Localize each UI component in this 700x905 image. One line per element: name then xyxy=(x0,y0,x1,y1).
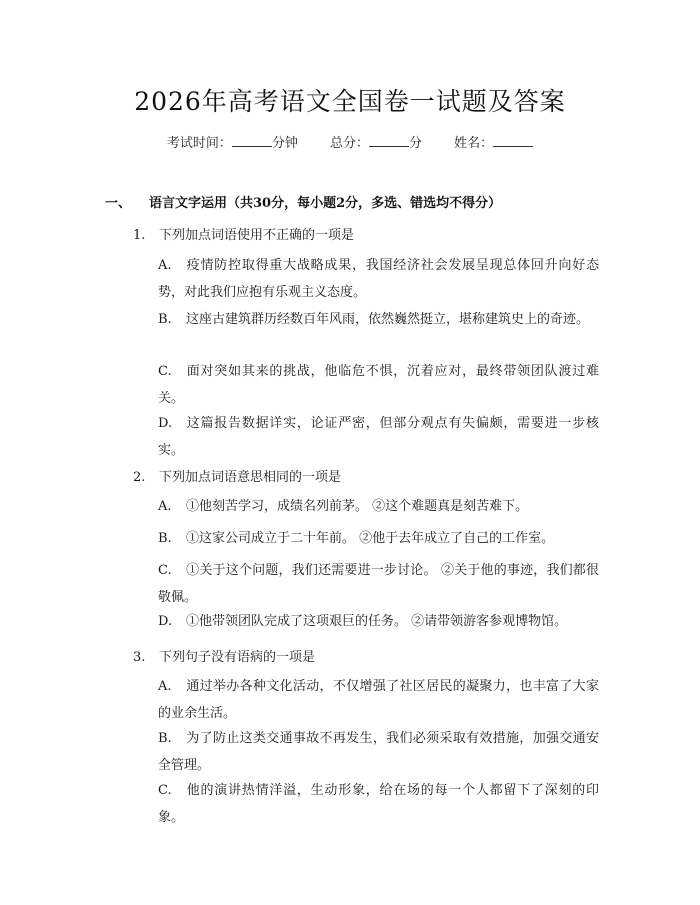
option xyxy=(105,525,599,552)
option-text: ①他刻苦学习，成绩名列前茅。 ②这个难题真是刻苦难下。 xyxy=(186,499,529,514)
option-text: ①他带领团队完成了这项艰巨的任务。 ②请带领游客参观博物馆。 xyxy=(186,614,568,629)
exam-time xyxy=(167,132,298,151)
option xyxy=(105,557,599,611)
question-number: 2. xyxy=(133,470,146,485)
question-stem xyxy=(133,646,315,665)
option-text: 这座古建筑群历经数百年风雨，依然巍然挺立，堪称建筑史上的奇迹。 xyxy=(186,312,590,327)
option-letter: A. xyxy=(158,499,172,514)
name-label: 姓名： xyxy=(454,136,494,151)
question-text: 下列句子没有语病的一项是 xyxy=(159,650,316,665)
time-blank xyxy=(232,134,272,147)
option-letter: D. xyxy=(158,416,173,431)
question-text: 下列加点词语使用不正确的一项是 xyxy=(159,228,355,243)
option xyxy=(105,358,599,412)
exam-meta xyxy=(0,132,700,151)
option-letter: A. xyxy=(158,679,172,694)
option-text: 为了防止这类交通事故不再发生，我们必须采取有效措施，加强交通安全管理。 xyxy=(158,731,599,773)
option-letter: B. xyxy=(158,731,172,746)
name-blank xyxy=(493,134,533,147)
option xyxy=(105,673,599,727)
exam-score xyxy=(330,132,422,151)
question-number: 3. xyxy=(133,650,146,665)
option xyxy=(105,306,599,333)
time-unit: 分钟 xyxy=(271,136,298,151)
score-label: 总分： xyxy=(329,136,369,151)
option xyxy=(105,410,599,464)
score-unit: 分 xyxy=(409,136,423,151)
option xyxy=(105,725,599,779)
option-letter: B. xyxy=(158,312,172,327)
option-letter: C. xyxy=(158,364,172,379)
option xyxy=(105,777,599,831)
page-title: 2026年高考语文全国卷一试题及答案 xyxy=(134,87,566,116)
option xyxy=(105,493,599,520)
option-text: 疫情防控取得重大战略成果，我国经济社会发展呈现总体回升向好态势，对此我们应抱有乐观主义态度。 xyxy=(158,258,599,300)
option-letter: D. xyxy=(158,614,173,629)
option xyxy=(105,252,599,306)
question-text: 下列加点词语意思相同的一项是 xyxy=(159,470,342,485)
option-letter: C. xyxy=(158,563,172,578)
option xyxy=(105,608,599,635)
section-number: 一、 xyxy=(105,196,132,211)
question-number: 1. xyxy=(133,228,146,243)
option-text: ①这家公司成立于二十年前。 ②他于去年成立了自己的工作室。 xyxy=(186,531,555,546)
question-stem xyxy=(133,466,341,485)
time-label: 考试时间： xyxy=(166,136,232,151)
question-stem xyxy=(133,224,354,243)
option-letter: A. xyxy=(158,258,172,273)
exam-name xyxy=(454,132,533,151)
option-letter: B. xyxy=(158,531,172,546)
option-text: 通过举办各种文化活动，不仅增强了社区居民的凝聚力，也丰富了大家的业余生活。 xyxy=(158,679,599,721)
section-heading xyxy=(105,192,501,211)
option-text: ①关于这个问题，我们还需要进一步讨论。 ②关于他的事迹，我们都很敬佩。 xyxy=(158,563,599,605)
option-letter: C. xyxy=(158,783,172,798)
option-text: 面对突如其来的挑战，他临危不惧，沉着应对，最终带领团队渡过难关。 xyxy=(158,364,599,406)
option-text: 这篇报告数据详实，论证严密，但部分观点有失偏颇，需要进一步核实。 xyxy=(158,416,599,458)
option-text: 他的演讲热情洋溢，生动形象，给在场的每一个人都留下了深刻的印象。 xyxy=(158,783,599,825)
score-blank xyxy=(369,134,409,147)
section-title: 语言文字运用（共30分，每小题2分，多选、错选均不得分） xyxy=(149,196,502,211)
